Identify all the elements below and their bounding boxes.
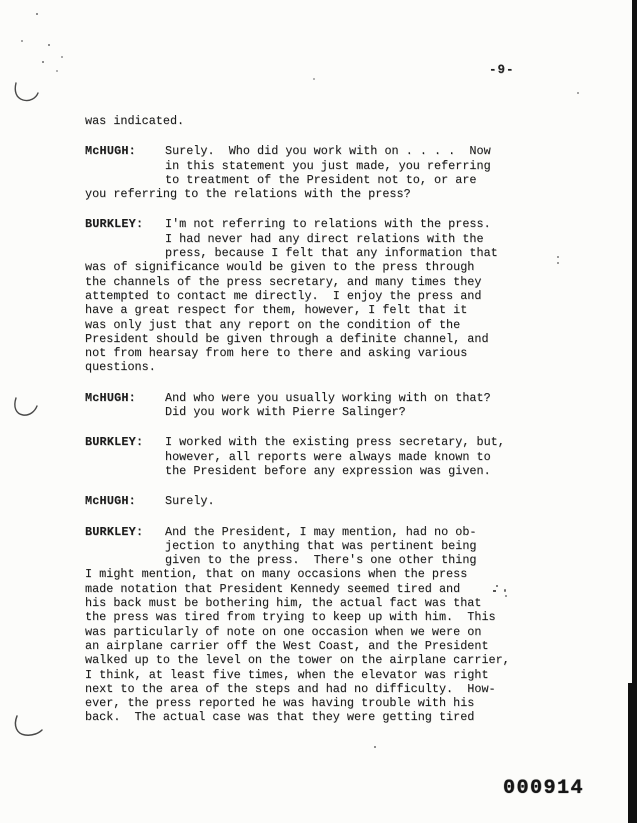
transcript-line: was particularly of note on one occasion when we were on xyxy=(85,624,482,639)
transcript-line: was only just that any report on the condition of the xyxy=(85,317,461,332)
speech-text: Surely. xyxy=(165,494,215,509)
transcript-line: made notation that President Kennedy seemed tired and xyxy=(85,581,461,596)
scan-speckle xyxy=(42,61,44,63)
transcript-entry xyxy=(85,217,575,374)
transcript-entry xyxy=(85,525,575,725)
document-stamp-number: 000914 xyxy=(503,777,585,800)
page-number: -9- xyxy=(489,63,515,77)
scan-speckle xyxy=(36,13,38,15)
transcript-line: to treatment of the President not to, or are xyxy=(165,172,477,187)
speaker-label: BURKLEY: xyxy=(85,524,144,539)
scan-speckle xyxy=(56,70,58,72)
transcript-line: Did you work with Pierre Salinger? xyxy=(165,405,406,420)
transcript-entry xyxy=(85,144,575,201)
speech-text: Surely. Who did you work with on . . . . Now xyxy=(165,144,491,159)
transcript-line: in this statement you just made, you referring xyxy=(165,158,491,173)
transcript-line xyxy=(85,435,575,449)
transcript-entry xyxy=(85,391,575,420)
transcript-line: back. The actual case was that they were getting tired xyxy=(85,710,475,725)
scan-speckle xyxy=(21,40,23,42)
transcript-line: was indicated. xyxy=(85,114,185,128)
speaker-label: McHUGH: xyxy=(85,494,136,509)
handwritten-hook-mark-icon xyxy=(12,713,44,741)
transcript-line: not from hearsay from here to there and asking various xyxy=(85,346,468,361)
handwritten-hook-mark-icon xyxy=(13,82,39,104)
speech-text: I worked with the existing press secretary, but, xyxy=(165,435,505,450)
transcript-line: the press was tired from trying to keep up with him. This xyxy=(85,610,496,625)
transcript-line: attempted to contact me directly. I enjoy the press and xyxy=(85,288,482,303)
transcript-line xyxy=(85,494,575,508)
transcript-line: walked up to the level on the tower on the airplane carrier, xyxy=(85,653,510,668)
transcript-line xyxy=(85,525,575,539)
scan-speckle xyxy=(577,92,579,94)
speech-text: I'm not referring to relations with the press. xyxy=(165,217,491,232)
transcript-line: questions. xyxy=(85,360,156,375)
speaker-label: McHUGH: xyxy=(85,390,136,405)
transcript-line: was of significance would be given to the press through xyxy=(85,260,475,275)
speech-text: And who were you usually working with on that? xyxy=(165,390,491,405)
speaker-label: McHUGH: xyxy=(85,144,136,159)
transcript-line: his back must be bothering him, the actual fact was that xyxy=(85,596,482,611)
transcript-line: given to the press. There's one other thing xyxy=(165,553,477,568)
transcript-entry xyxy=(85,435,575,478)
speaker-label: BURKLEY: xyxy=(85,435,144,450)
speech-text: And the President, I may mention, had no ob- xyxy=(165,524,477,539)
scan-speckle xyxy=(374,746,376,748)
transcript-line: you referring to the relations with the press? xyxy=(85,187,411,202)
transcript-entry xyxy=(85,114,575,128)
transcript-line: I had never had any direct relations with the xyxy=(165,231,484,246)
transcript-line: next to the area of the steps and had no difficulty. How- xyxy=(85,681,496,696)
speaker-label: BURKLEY: xyxy=(85,217,144,232)
transcript-line: press, because I felt that any information that xyxy=(165,246,498,261)
transcript-line: however, all reports were always made known to xyxy=(165,449,491,464)
transcript-line: an airplane carrier off the West Coast, and the President xyxy=(85,638,489,653)
handwritten-hook-mark-icon xyxy=(12,396,38,420)
transcript-entry xyxy=(85,494,575,508)
transcript-line: ever, the press reported he was having trouble with his xyxy=(85,696,475,711)
transcript-line: I might mention, that on many occasions when the press xyxy=(85,567,468,582)
transcript-line: President should be given through a definite channel, and xyxy=(85,331,489,346)
scan-speckle xyxy=(61,56,63,58)
transcript-line: have a great respect for them, however, I felt that it xyxy=(85,303,468,318)
transcript-line: I think, at least five times, when the elevator was right xyxy=(85,667,489,682)
scan-speckle xyxy=(48,44,50,46)
scan-speckle xyxy=(313,78,315,80)
transcript xyxy=(85,114,575,725)
scan-edge-line-lower xyxy=(628,683,637,823)
transcript-line xyxy=(85,391,575,405)
transcript-line xyxy=(85,144,575,158)
transcript-line: the President before any expression was given. xyxy=(165,463,491,478)
transcript-line: the channels of the press secretary, and many times they xyxy=(85,274,482,289)
transcript-line xyxy=(85,217,575,231)
transcript-line: jection to anything that was pertinent being xyxy=(165,538,477,553)
